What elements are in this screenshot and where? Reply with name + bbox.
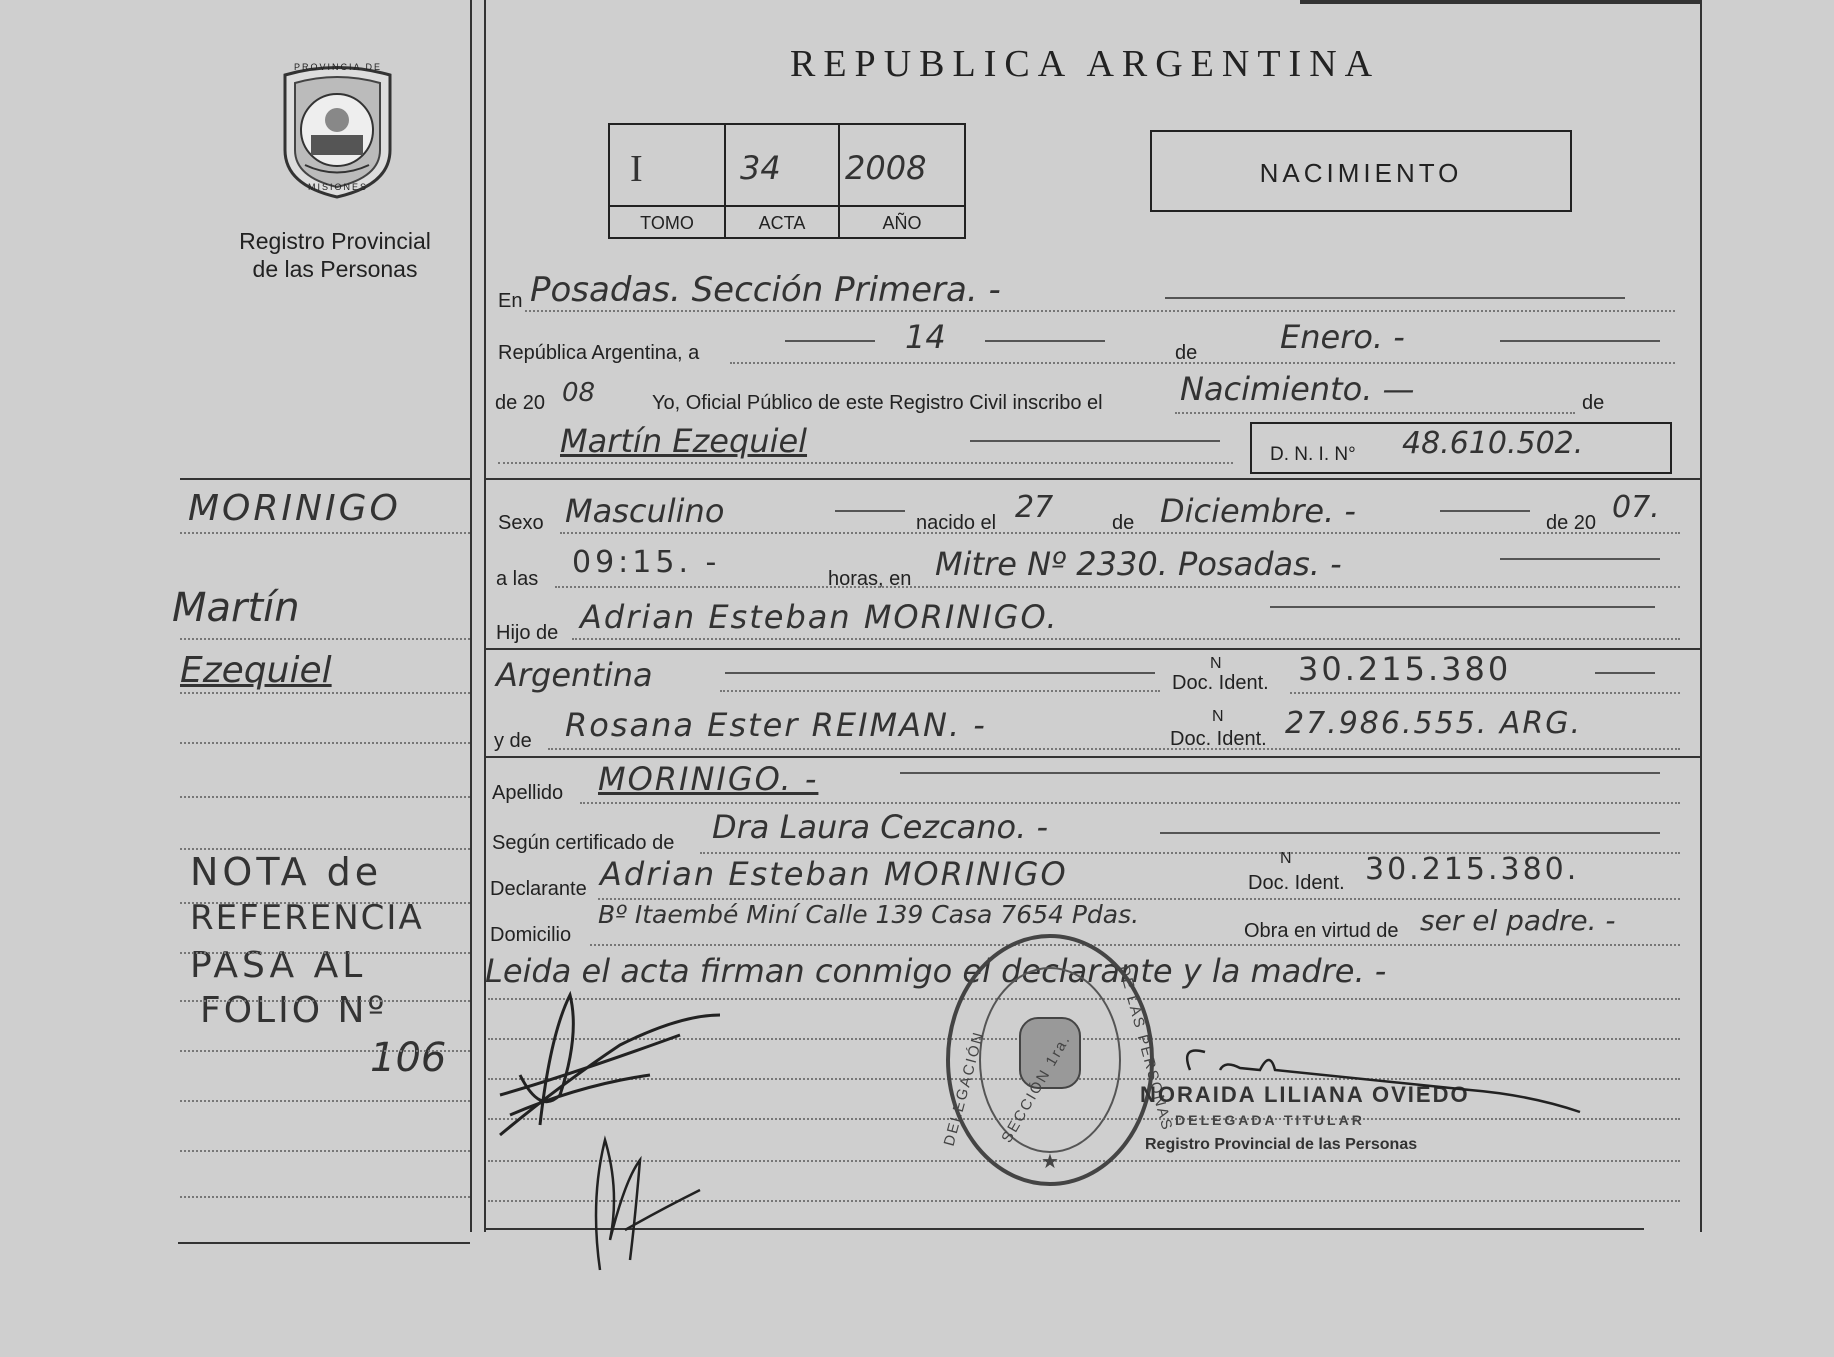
entry-basis: ser el padre. -	[1420, 904, 1616, 937]
filler-dash	[1440, 510, 1530, 512]
entry-birth-month: Diciembre. -	[1160, 492, 1356, 530]
label-segun: Según certificado de	[492, 832, 675, 854]
label-nacido: nacido el	[916, 512, 997, 534]
entry-sex: Masculino	[565, 492, 725, 530]
label-hijo: Hijo de	[496, 622, 559, 644]
filler-dash	[900, 772, 1660, 774]
entry-time: 09:15. -	[572, 545, 721, 580]
label-de20: de 20	[495, 392, 546, 414]
entry-month: Enero. -	[1280, 318, 1405, 356]
entry-declarant: Adrian Esteban MORINIGO	[600, 855, 1068, 893]
stamp-title: DELEGADA TITULAR	[1175, 1112, 1365, 1128]
entry-year-suffix: 08	[562, 378, 596, 408]
section-rule	[180, 478, 470, 480]
filler-dash	[785, 340, 875, 342]
country-title: REPUBLICA ARGENTINA	[790, 43, 1381, 85]
anio-label: AÑO	[882, 213, 922, 233]
crest-text-bottom: MISIONES	[307, 182, 368, 192]
filler-dash	[1595, 672, 1655, 674]
doc-type-label: NACIMIENTO	[1259, 158, 1463, 188]
seal-left-text: DELEGACIÓN	[940, 1029, 988, 1148]
label-yde: y de	[494, 730, 532, 752]
left-margin-border	[470, 0, 472, 1232]
top-right-border	[1300, 0, 1700, 4]
entry-father: Adrian Esteban MORINIGO.	[580, 598, 1059, 636]
stamp-name: NORAIDA LILIANA OVIEDO	[1140, 1082, 1470, 1107]
filler-dash	[1500, 558, 1660, 560]
section-rule	[484, 756, 1700, 758]
acta-label: ACTA	[758, 213, 806, 233]
label-apellido: Apellido	[492, 782, 564, 804]
entry-mother: Rosana Ester REIMAN. -	[565, 706, 987, 744]
label-n1: N	[1210, 655, 1222, 672]
label-n3: N	[1280, 850, 1292, 867]
label-en: En	[498, 290, 523, 312]
filler-dash	[970, 440, 1220, 442]
dotted-line	[180, 1100, 470, 1102]
entry-birth-day: 27	[1015, 490, 1054, 525]
margin-surname: MORINIGO	[188, 488, 401, 529]
dotted-line	[1175, 412, 1575, 414]
registry-name-line2: de las Personas	[252, 256, 418, 282]
entry-certificate: Dra Laura Cezcano. -	[712, 808, 1049, 846]
dotted-line	[180, 952, 470, 954]
official-signature	[1170, 1040, 1590, 1120]
seal-right-text: DE LAS PERSONAS	[1115, 963, 1176, 1134]
dotted-line	[180, 1000, 470, 1002]
doc-type-box	[1150, 130, 1572, 212]
filler-dash	[835, 510, 905, 512]
record-number-table	[608, 123, 966, 239]
label-obra: Obra en virtud de	[1244, 920, 1399, 942]
dotted-line	[555, 586, 1680, 588]
entry-place: Posadas. Sección Primera. -	[530, 270, 1001, 310]
margin-note-line1: NOTA de	[190, 850, 383, 894]
filler-dash	[1165, 297, 1625, 299]
dotted-line	[525, 310, 1675, 312]
label-declarante: Declarante	[490, 878, 587, 900]
label-domicilio: Domicilio	[490, 924, 572, 946]
crest-text-top: PROVINCIA DE	[293, 62, 382, 72]
svg-text:★: ★	[1041, 1151, 1059, 1173]
margin-folio-number: 106	[370, 1035, 447, 1081]
provincial-crest-logo	[275, 65, 400, 200]
entry-father-nationality: Argentina	[496, 656, 653, 694]
dotted-line	[572, 638, 1680, 640]
label-sexo: Sexo	[498, 512, 544, 534]
section-rule	[484, 478, 1700, 480]
label-de2: de	[1112, 512, 1135, 534]
filler-dash	[1160, 832, 1660, 834]
dotted-line	[180, 796, 470, 798]
entry-day: 14	[905, 318, 946, 356]
label-docident3: Doc. Ident.	[1248, 872, 1345, 894]
dotted-line	[180, 638, 470, 640]
filler-dash	[1270, 606, 1655, 608]
margin-note-line4: FOLIO Nº	[200, 990, 388, 1031]
acta-value: 34	[740, 149, 781, 187]
entry-surname: MORINIGO. -	[598, 760, 819, 798]
dotted-line	[548, 748, 1680, 750]
stamp-office: Registro Provincial de las Personas	[1145, 1136, 1418, 1153]
dotted-line	[180, 902, 470, 904]
seal-center-text: SECCIÓN 1ra.	[998, 1031, 1075, 1146]
dotted-line	[180, 692, 470, 694]
dotted-line	[180, 532, 470, 534]
label-republica: República Argentina, a	[498, 342, 700, 364]
right-page-border	[1700, 0, 1702, 1232]
margin-note-line3: PASA AL	[190, 945, 367, 986]
entry-declarant-doc: 30.215.380.	[1365, 852, 1580, 887]
filler-dash	[985, 340, 1105, 342]
dotted-line	[180, 1196, 470, 1198]
entry-address: Bº Itaembé Miní Calle 139 Casa 7654 Pdas.	[598, 900, 1140, 929]
filler-dash	[1500, 340, 1660, 342]
section-rule	[484, 648, 1700, 650]
dni-value: 48.610.502.	[1402, 426, 1584, 461]
label-de20b: de 20	[1546, 512, 1597, 534]
tomo-label: TOMO	[640, 213, 694, 233]
entry-birthplace: Mitre Nº 2330. Posadas. -	[935, 545, 1342, 583]
section-rule	[178, 1242, 470, 1244]
dotted-line	[1290, 692, 1680, 694]
dotted-line	[560, 532, 1680, 534]
label-alas: a las	[496, 568, 539, 590]
margin-note-line2: REFERENCIA	[190, 898, 424, 938]
entry-birth-year-suffix: 07.	[1612, 490, 1660, 525]
entry-father-doc: 30.215.380	[1298, 650, 1512, 688]
dotted-line	[580, 802, 1680, 804]
entry-closing: Leida el acta firman conmigo el declarante y la madre. -	[485, 952, 1387, 990]
anio-value: 2008	[845, 149, 927, 187]
dotted-line	[180, 1050, 470, 1052]
dotted-line	[180, 742, 470, 744]
label-docident1: Doc. Ident.	[1172, 672, 1269, 694]
dotted-line	[720, 690, 1160, 692]
label-horas: horas, en	[828, 568, 912, 590]
label-de-end: de	[1582, 392, 1605, 414]
tomo-value: I	[630, 148, 643, 190]
entry-act: Nacimiento. —	[1180, 370, 1415, 408]
mother-signature	[570, 1120, 710, 1280]
margin-name1: Martín	[172, 585, 300, 631]
dotted-line	[730, 362, 1675, 364]
filler-dash	[725, 672, 1155, 674]
entry-mother-doc: 27.986.555. ARG.	[1285, 706, 1582, 741]
entry-child-name: Martín Ezequiel	[560, 422, 808, 460]
dotted-line	[180, 1150, 470, 1152]
registry-name-line1: Registro Provincial	[239, 228, 431, 254]
label-docident2: Doc. Ident.	[1170, 728, 1267, 750]
label-oficial: Yo, Oficial Público de este Registro Civil inscribo el	[652, 392, 1103, 414]
label-de: de	[1175, 342, 1198, 364]
label-n2: N	[1212, 708, 1224, 725]
margin-name2: Ezequiel	[180, 650, 332, 691]
dni-box	[1250, 422, 1672, 474]
dni-label: D. N. I. N°	[1270, 444, 1356, 465]
dotted-line	[498, 462, 1233, 464]
